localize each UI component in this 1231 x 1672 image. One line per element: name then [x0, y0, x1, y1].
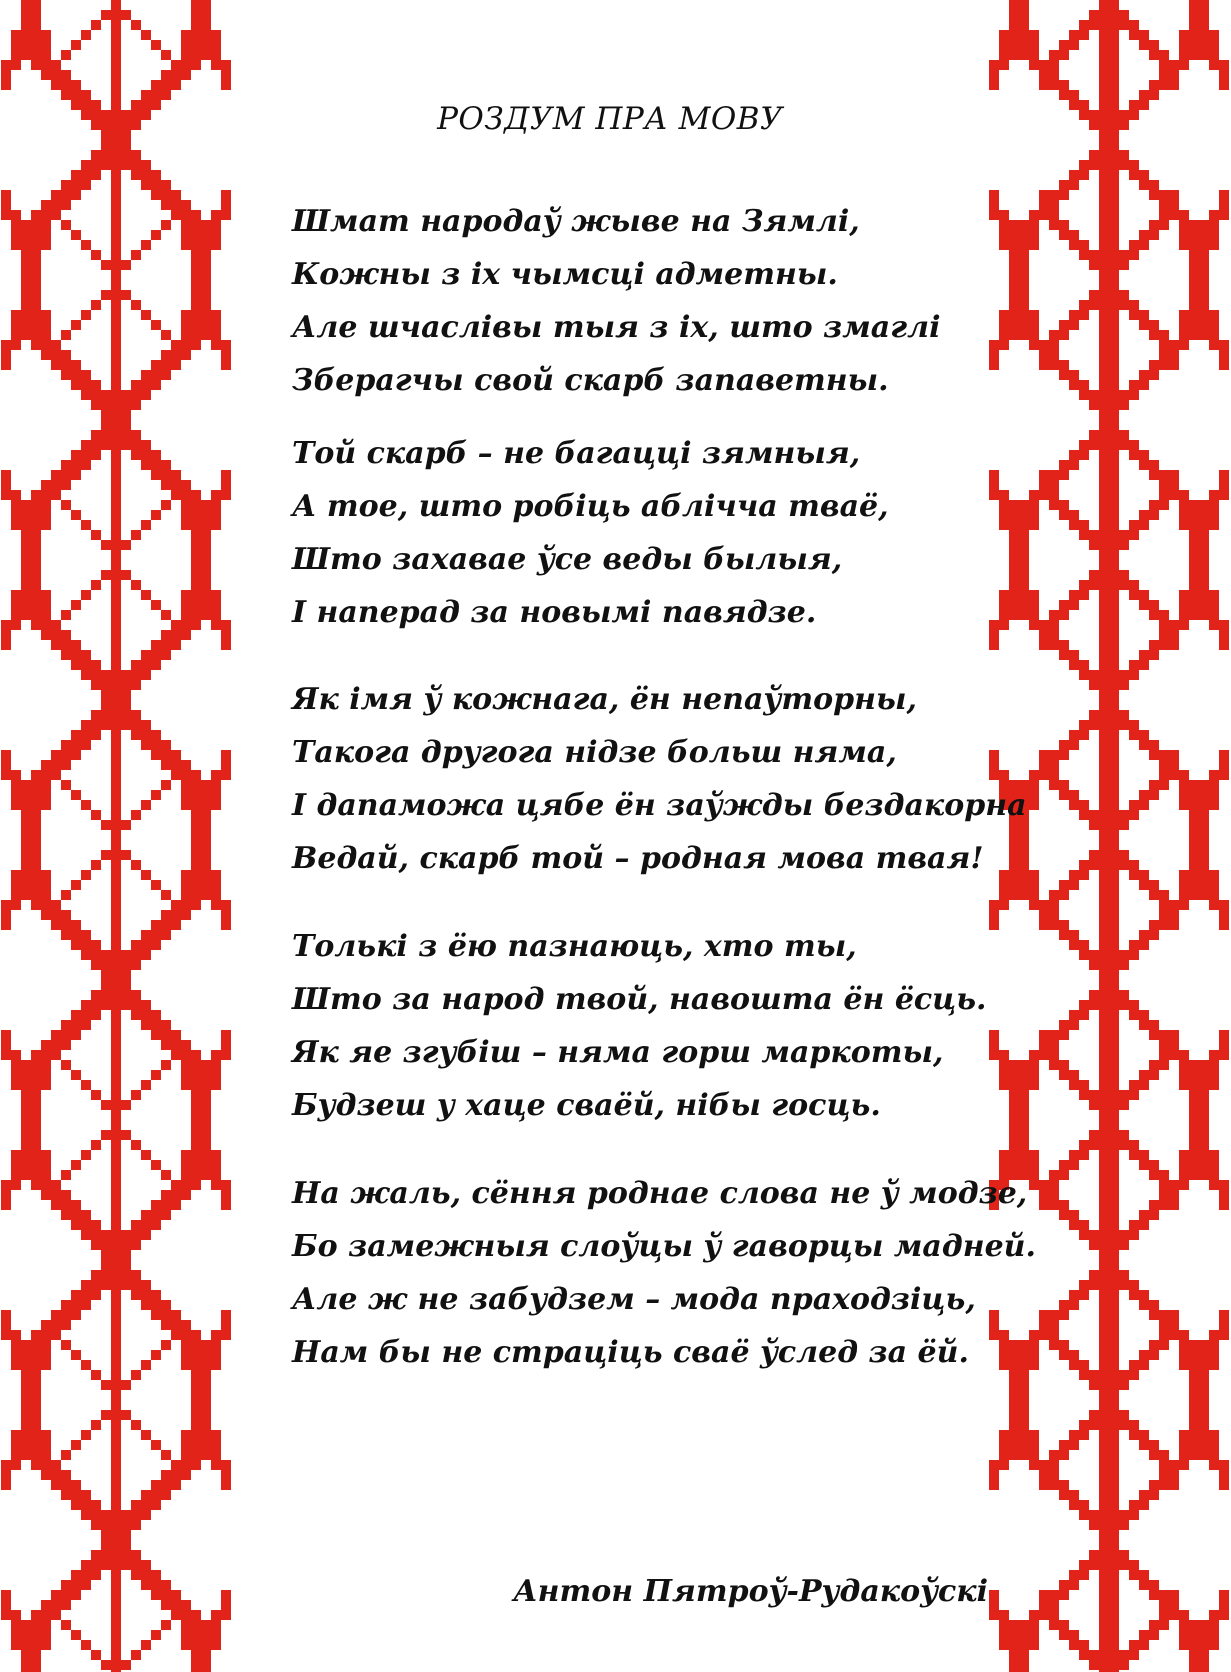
stanza-line: Шмат народаў жыве на Зямлі, — [292, 204, 860, 239]
stanza-line: Ведай, скарб той – родная мова твая! — [292, 841, 984, 876]
stanza-line: Але шчаслівы тыя з іх, што змаглі — [292, 310, 941, 345]
left-ornament-border — [0, 0, 232, 1672]
stanza-line: Зберагчы свой скарб запаветны. — [292, 363, 889, 398]
stanza-line: Бо замежныя слоўцы ў гаворцы мадней. — [292, 1229, 1036, 1264]
poem-title: РОЗДУМ ПРА МОВУ — [437, 101, 783, 137]
stanza-3 — [292, 673, 1027, 885]
stanza-line: І дапаможа цябе ён заўжды бездакорна — [292, 788, 1027, 823]
stanza-line: Што захавае ўсе веды былыя, — [292, 542, 843, 577]
stanza-line: Нам бы не страціць сваё ўслед за ёй. — [292, 1335, 969, 1370]
stanza-4 — [292, 920, 987, 1132]
poem-page — [232, 0, 1036, 1672]
stanza-line: Кожны з іх чымсці адметны. — [292, 257, 838, 292]
stanza-line: А тое, што робіць аблічча тваё, — [292, 489, 889, 524]
stanza-line: Як імя ў кожнага, ён непаўторны, — [292, 682, 917, 717]
stanza-line: Але ж не забудзем – мода праходзіць, — [292, 1282, 976, 1317]
stanza-line: Будзеш у хаце сваёй, нібы госць. — [292, 1088, 881, 1123]
stanza-line: Такога другога нідзе больш няма, — [292, 735, 897, 770]
stanza-1 — [292, 195, 940, 407]
stanza-line: Як яе згубіш – няма горш маркоты, — [292, 1035, 944, 1070]
stanza-5 — [292, 1167, 1036, 1379]
stanza-2 — [292, 427, 889, 639]
stanza-line: Што за народ твой, навошта ён ёсць. — [292, 982, 987, 1017]
stanza-line: І наперад за новымі павядзе. — [292, 595, 817, 630]
ornament-pattern-icon — [0, 0, 232, 1672]
poem-author: Антон Пятроў-Рудакоўскі — [513, 1574, 988, 1609]
stanza-line: На жаль, сёння роднае слова не ў модзе, — [292, 1176, 1028, 1211]
stanza-line: Той скарб – не багацці зямныя, — [292, 436, 861, 471]
stanza-line: Толькі з ёю пазнаюць, хто ты, — [292, 929, 857, 964]
